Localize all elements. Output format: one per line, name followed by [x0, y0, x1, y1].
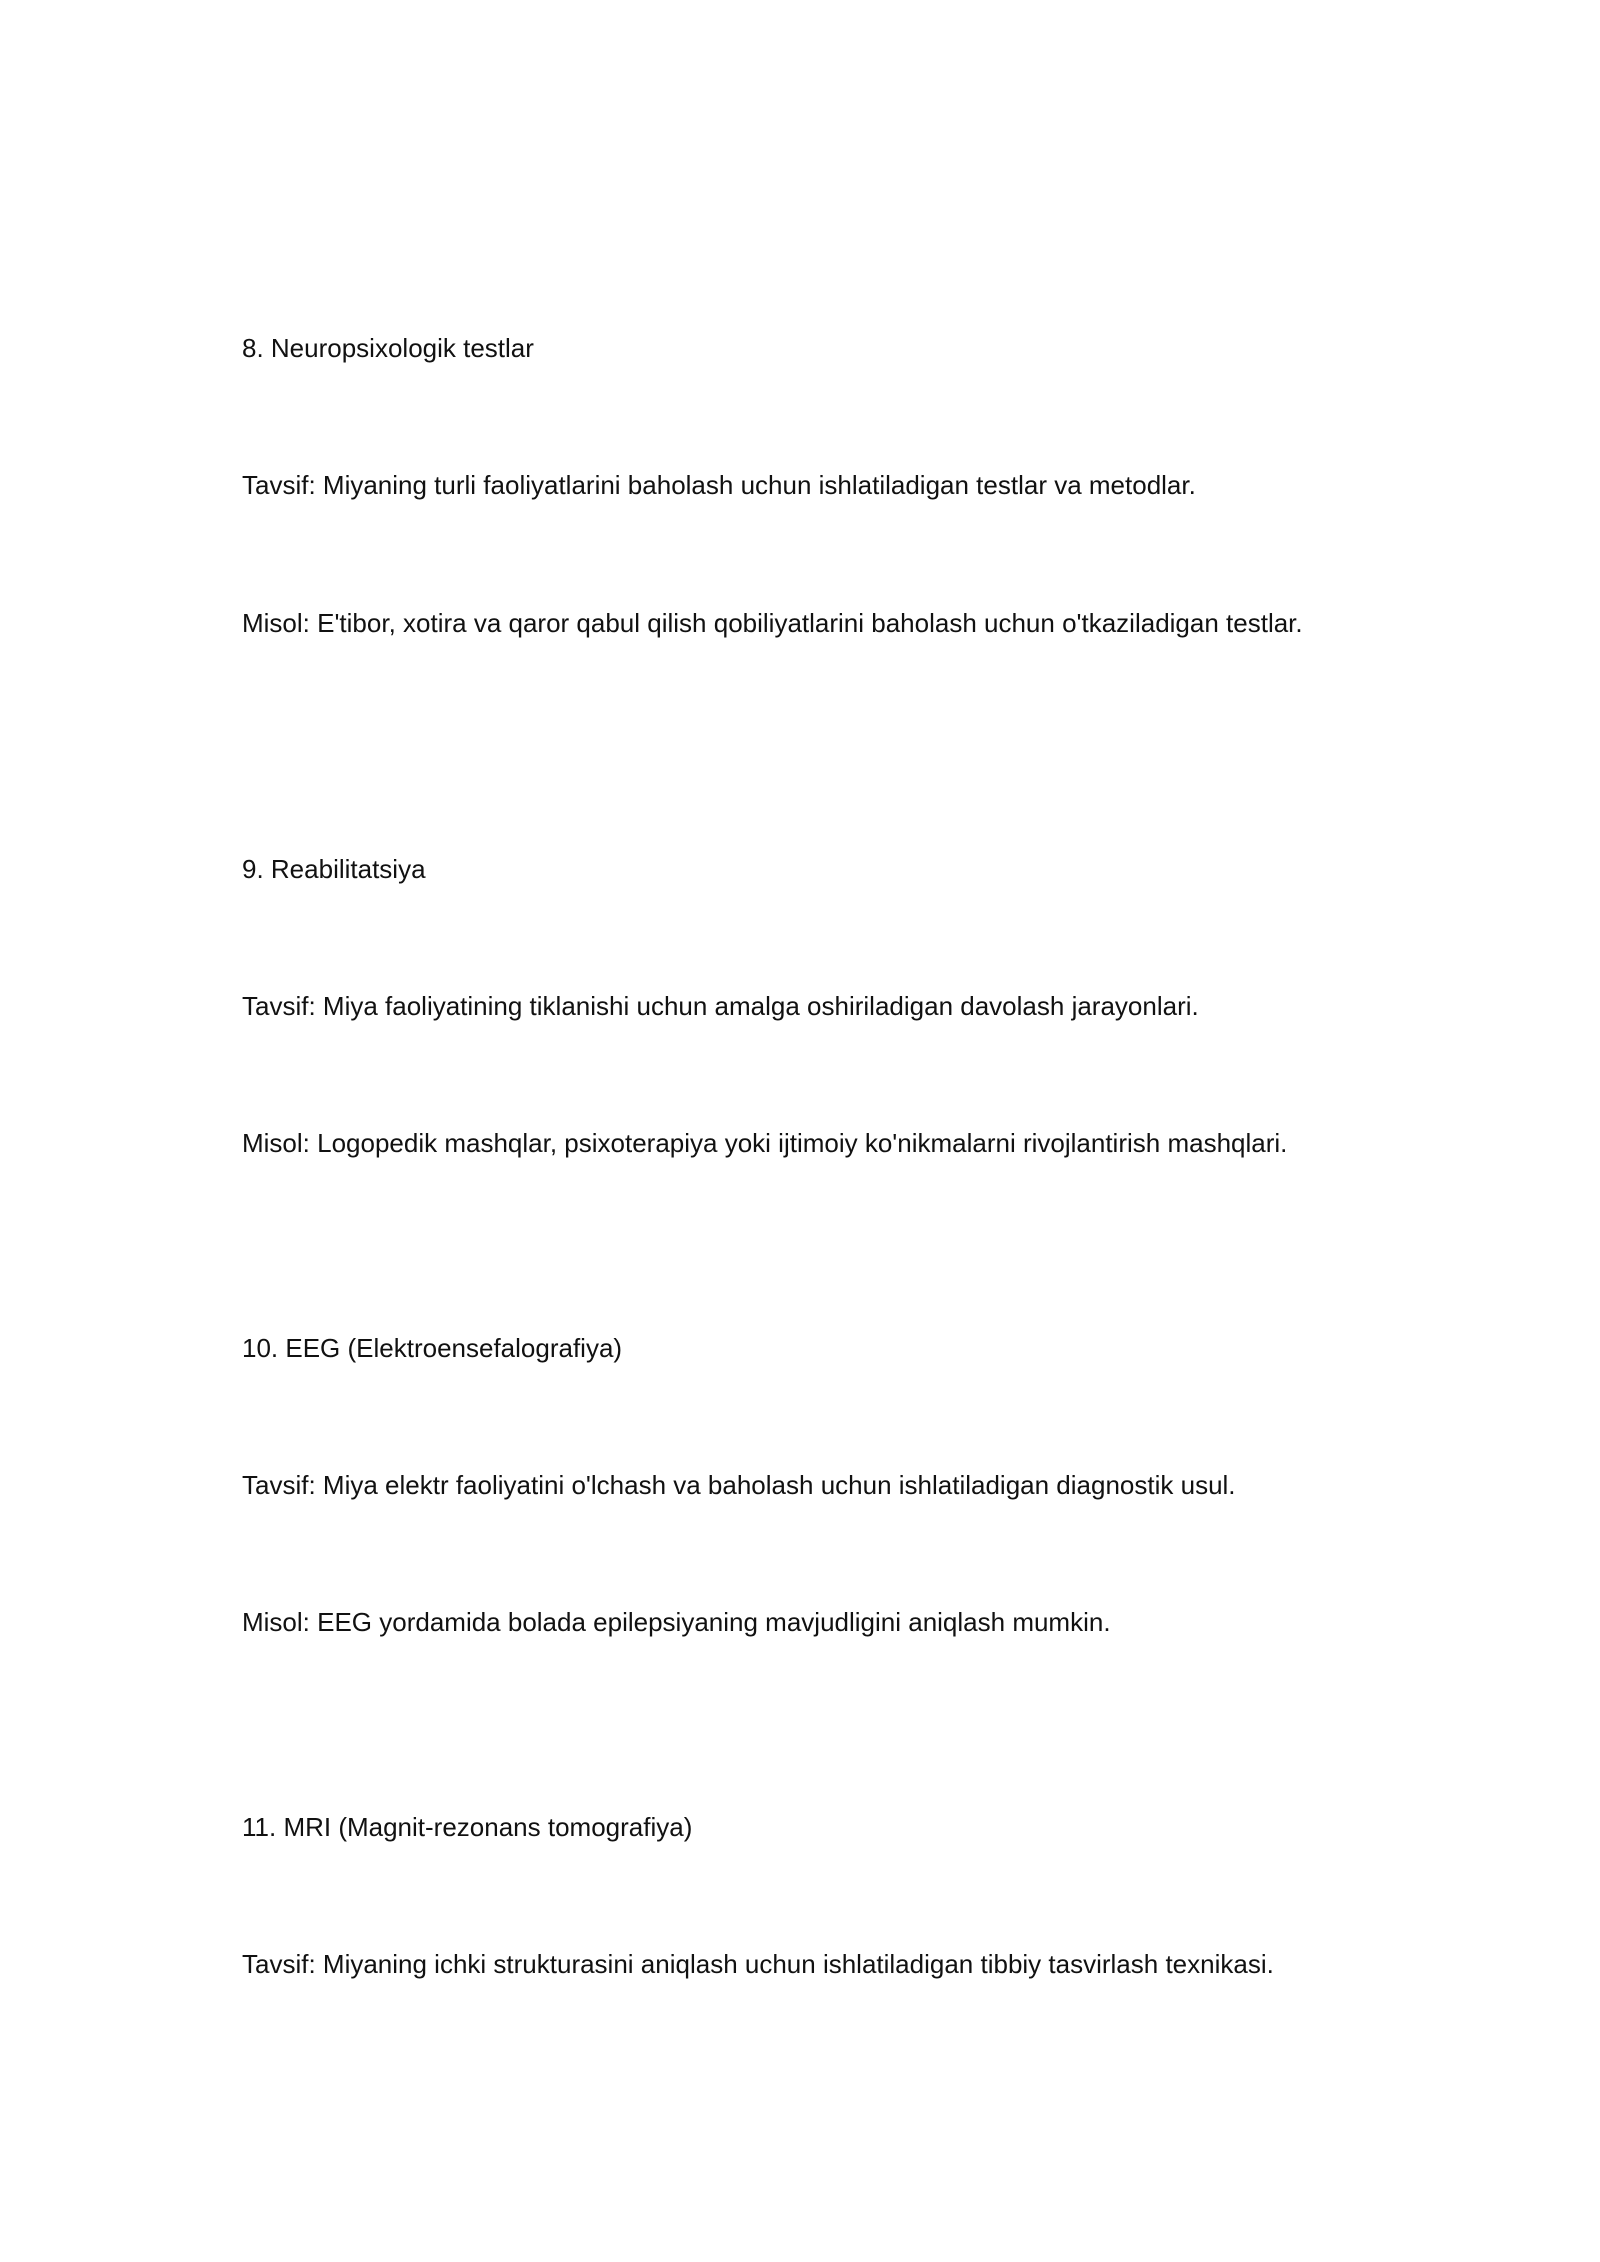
section-description: Tavsif: Miyaning turli faoliyatlarini baholash uchun ishlatiladigan testlar va metodlar.	[242, 470, 1196, 500]
section-heading: 8. Neuropsixologik testlar	[242, 333, 534, 363]
section-heading: 10. EEG (Elektroensefalografiya)	[242, 1333, 623, 1363]
section-example: Misol: E'tibor, xotira va qaror qabul qilish qobiliyatlarini baholash uchun o'tkaziladigan testlar.	[242, 608, 1303, 638]
section-description: Tavsif: Miyaning ichki strukturasini aniqlash uchun ishlatiladigan tibbiy tasvirlash texnikasi.	[242, 1949, 1274, 1979]
section-heading: 11. MRI (Magnit-rezonans tomografiya)	[242, 1812, 693, 1842]
section-description: Tavsif: Miya elektr faoliyatini o'lchash va baholash uchun ishlatiladigan diagnostik usul.	[242, 1470, 1236, 1500]
section-example: Misol: EEG yordamida bolada epilepsiyaning mavjudligini aniqlash mumkin.	[242, 1607, 1111, 1637]
section-example: Misol: Logopedik mashqlar, psixoterapiya yoki ijtimoiy ko'nikmalarni rivojlantirish mashqlari.	[242, 1128, 1288, 1158]
section-heading: 9. Reabilitatsiya	[242, 854, 426, 884]
section-description: Tavsif: Miya faoliyatining tiklanishi uchun amalga oshiriladigan davolash jarayonlari.	[242, 991, 1199, 1021]
